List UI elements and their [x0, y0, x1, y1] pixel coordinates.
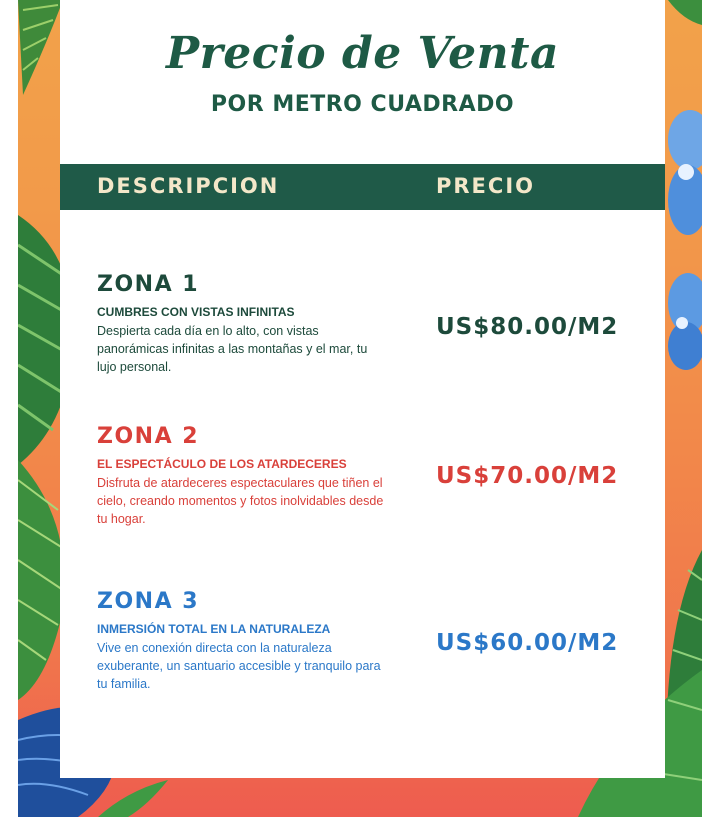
- zone-1-price: US$80.00/M2: [436, 314, 619, 340]
- zone-subtitle: EL ESPECTÁCULO DE LOS ATARDECERES: [97, 457, 347, 471]
- zone-name: ZONA 3: [97, 589, 200, 614]
- zone-2-description: [97, 424, 397, 528]
- zone-subtitle: CUMBRES CON VISTAS INFINITAS: [97, 305, 295, 319]
- zone-text: Vive en conexión directa con la naturaleza exuberante, un santuario accesible y tranquilo para tu familia.: [97, 641, 381, 691]
- zone-2-price: US$70.00/M2: [436, 463, 619, 489]
- column-header-price: PRECIO: [436, 174, 535, 198]
- table-header: [60, 164, 665, 210]
- page-edge: [702, 0, 719, 817]
- page-subtitle: POR METRO CUADRADO: [210, 92, 515, 117]
- zone-subtitle: INMERSIÓN TOTAL EN LA NATURALEZA: [97, 622, 331, 636]
- zone-text: Disfruta de atardeceres espectaculares que tiñen el cielo, creando momentos y fotos inolvidables desde tu hogar.: [97, 476, 384, 526]
- zone-3-price: US$60.00/M2: [436, 630, 619, 656]
- tropical-leaf-icon: [98, 780, 168, 817]
- column-header-description: DESCRIPCION: [97, 174, 280, 198]
- zone-1-description: [97, 272, 397, 376]
- zone-name: ZONA 1: [97, 272, 200, 297]
- zone-3-description: [97, 589, 397, 693]
- zone-name: ZONA 2: [97, 424, 200, 449]
- zone-text: Despierta cada día en lo alto, con vistas panorámicas infinitas a las montañas y el mar, tu lujo personal.: [97, 324, 368, 374]
- page-title: Precio de Venta: [166, 28, 559, 79]
